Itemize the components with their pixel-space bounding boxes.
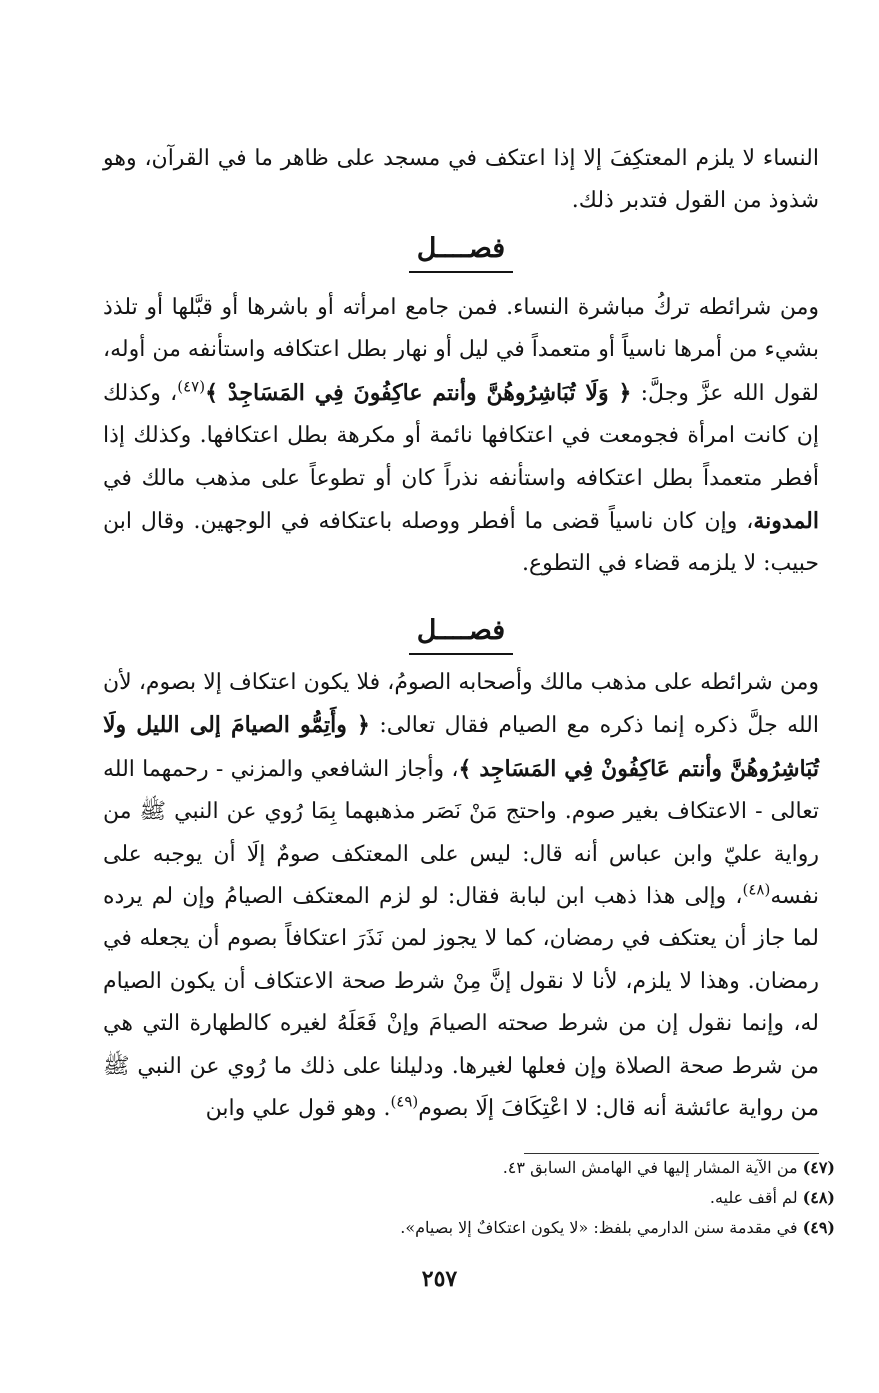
footnote-47 bbox=[103, 1153, 835, 1183]
section-2-heading: فصــــل bbox=[409, 611, 513, 655]
footnote-49 bbox=[103, 1213, 835, 1243]
footnote-48 bbox=[103, 1183, 835, 1213]
page-number: ٢٥٧ bbox=[421, 1266, 458, 1292]
section-1-body bbox=[103, 287, 819, 586]
footnote-49-number: (٤٩) bbox=[802, 1218, 835, 1237]
section-1-paragraph bbox=[103, 287, 819, 586]
footnote-47-text: من الآية المشار إليها في الهامش السابق ٤٣. bbox=[502, 1158, 803, 1177]
footnotes bbox=[103, 1153, 835, 1243]
footnote-48-number: (٤٨) bbox=[802, 1188, 835, 1207]
section-1-heading: فصــــل bbox=[409, 229, 513, 273]
section-1-text-2: ، وكذلك إن كانت امرأة فجومعت في اعتكافها نائمة أو مكرهة بطل اعتكافها. وكذلك إذا أفطر متعمداً بطل اعتكافه واستأنفه نذراً كان أو تطوعاً على مذهب مالك في bbox=[103, 380, 819, 491]
section-1-text-1: ومن شرائطه تركُ مباشرة النساء. فمن جامع امرأته أو باشرها أو قبَّلها أو تلذذ بشيء من أمرها ناسياً أو متعمداً في ليل أو نهار بطل اعتكافه واستأنفه من أوله، لقول الله عزَّ وجلَّ: bbox=[103, 295, 819, 406]
footnote-49-text: في مقدمة سنن الدارمي بلفظ: «لا يكون اعتكافٌ إلا بصيام». bbox=[400, 1218, 803, 1237]
intro-text: النساء لا يلزم المعتكِفَ إلا إذا اعتكف في مسجد على ظاهر ما في القرآن، وهو شذوذ من القول فتدبر ذلك. bbox=[103, 146, 819, 214]
section-heading bbox=[103, 611, 819, 655]
quran-verse-1: ﴿ وَلَا تُبَاشِرُوهُنَّ وأنتم عاكِفُونَ فِي المَسَاجِدْ ﴾ bbox=[205, 379, 632, 406]
intro-paragraph bbox=[103, 138, 819, 223]
bold-term-mudawwana: المدونة bbox=[753, 508, 819, 535]
footnote-47-number: (٤٧) bbox=[802, 1158, 835, 1177]
section-1-text-3: ، وإن كان ناسياً قضى ما أفطر ووصله باعتكافه في الوجهين. وقال ابن حبيب: لا يلزمه قضاء في التطوع. bbox=[103, 509, 819, 577]
section-2-text-3: ، وإلى هذا ذهب ابن لبابة فقال: لو لزم المعتكف الصيامُ وإن لم يرده لما جاز أن يعتكف في رمضان، كما لا يجوز لمن نَذَرَ اعتكافاً بصوم أن يجعله في رمضان. وهذا لا يلزم، لأنا لا نقول إنَّ مِنْ شرط صحة الاعتكاف أن يكون الصيام له، وإنما نقول إن من شرط صحته الصيامَ وإنْ فَعَلَهُ لغيره كالطهارة التي هي من شرط صحة الصلاة وإن فعلها لغيرها. ودليلنا على ذلك ما رُوي عن النبي ﷺ من رواية عائشة أنه قال: لا اعْتِكَافَ إلَا بصوم bbox=[103, 884, 819, 1122]
section-2-text-1: ومن شرائطه على مذهب مالك وأصحابه الصومُ، فلا يكون اعتكاف إلا بصوم، لأن الله جلَّ ذكره إنما ذكره مع الصيام فقال تعالى: bbox=[103, 670, 819, 739]
section-heading bbox=[103, 229, 819, 273]
section-2-text-2: ، وأجاز الشافعي والمزني - رحمهما الله تعالى - الاعتكاف بغير صوم. واحتج مَنْ نَصَر مذهبهما بِمَا رُوي عن النبي ﷺ من رواية عليّ وابن عباس أنه قال: ليس على المعتكف صومٌ إلَا أن يوجبه على نفسه bbox=[103, 756, 819, 910]
footnote-ref-49: (٤٩) bbox=[390, 1092, 419, 1111]
section-2-paragraph bbox=[103, 662, 819, 1130]
quran-verse-2: ﴿ وأَتِمُّو الصيامَ إلى الليل ولَا تُبَاشِرُوهُنَّ وأنتم عَاكِفُونْ فِي المَسَاجِد ﴾ bbox=[103, 712, 819, 782]
footnote-ref-47: (٤٧) bbox=[177, 377, 206, 396]
section-2-text-4: . وهو قول علي وابن bbox=[205, 1096, 391, 1122]
footnote-48-text: لم أقف عليه. bbox=[709, 1188, 803, 1207]
footnote-ref-48: (٤٨) bbox=[742, 880, 771, 899]
section-2-body bbox=[103, 662, 819, 1130]
